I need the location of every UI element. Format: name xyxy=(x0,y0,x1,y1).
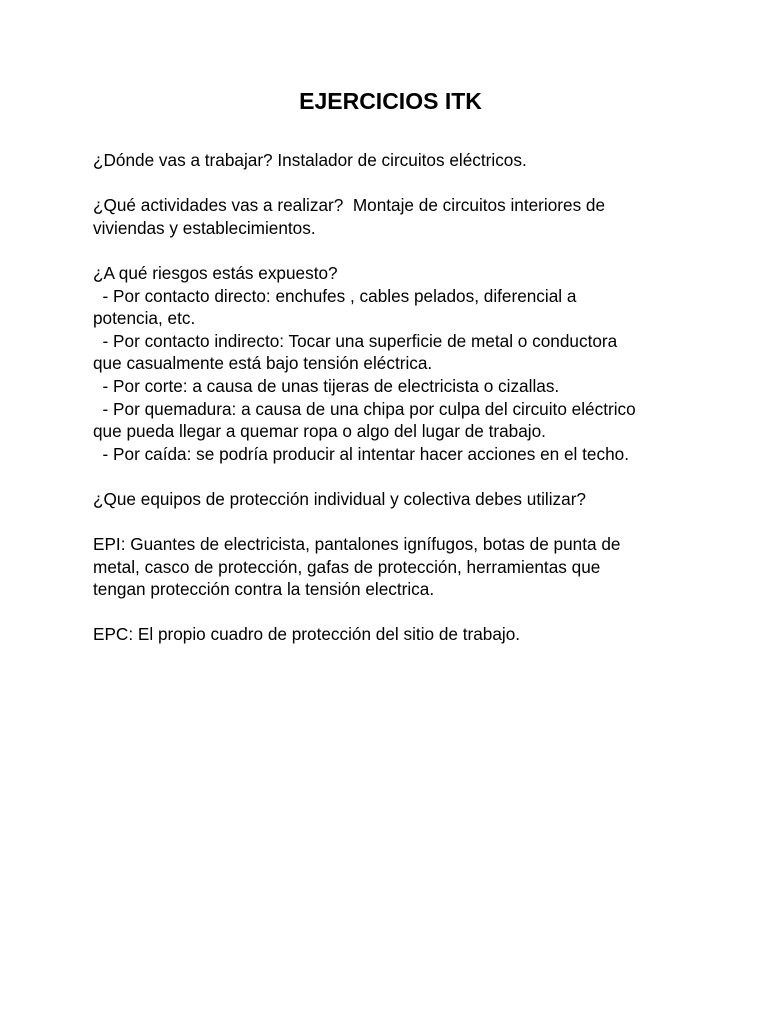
document-title: EJERCICIOS ITK xyxy=(299,88,482,114)
text-line: ¿A qué riesgos estás expuesto? xyxy=(93,262,338,283)
text-line: tengan protección contra la tensión electrica. xyxy=(93,579,435,600)
text-line: EPC: El propio cuadro de protección del sitio de trabajo. xyxy=(93,624,521,645)
text-line: ¿Que equipos de protección individual y colectiva debes utilizar? xyxy=(93,488,586,509)
blank-line xyxy=(93,172,708,195)
text-line: metal, casco de protección, gafas de protección, herramientas que xyxy=(93,556,601,577)
text-line: que pueda llegar a quemar ropa o algo del lugar de trabajo. xyxy=(93,421,546,442)
text-line: potencia, etc. xyxy=(93,308,196,329)
text-line: ¿Qué actividades vas a realizar? Montaje de circuitos interiores de xyxy=(93,195,606,216)
text-line: - Por contacto indirecto: Tocar una superficie de metal o conductora xyxy=(93,330,618,351)
blank-line xyxy=(93,601,708,624)
text-line: que casualmente está bajo tensión eléctrica. xyxy=(93,353,433,374)
text-line: - Por corte: a causa de unas tijeras de electricista o cizallas. xyxy=(93,375,560,396)
text-line: ¿Dónde vas a trabajar? Instalador de circuitos eléctricos. xyxy=(93,150,527,170)
text-line: - Por caída: se podría producir al intentar hacer acciones en el techo. xyxy=(93,443,629,464)
blank-line xyxy=(93,511,708,534)
blank-line xyxy=(93,239,708,262)
text-line: - Por quemadura: a causa de una chipa por culpa del circuito eléctrico xyxy=(93,398,636,419)
text-line: viviendas y establecimientos. xyxy=(93,217,316,238)
text-line: - Por contacto directo: enchufes , cables pelados, diferencial a xyxy=(93,285,577,306)
text-line: EPI: Guantes de electricista, pantalones ignífugos, botas de punta de xyxy=(93,534,621,555)
blank-line xyxy=(93,465,708,488)
